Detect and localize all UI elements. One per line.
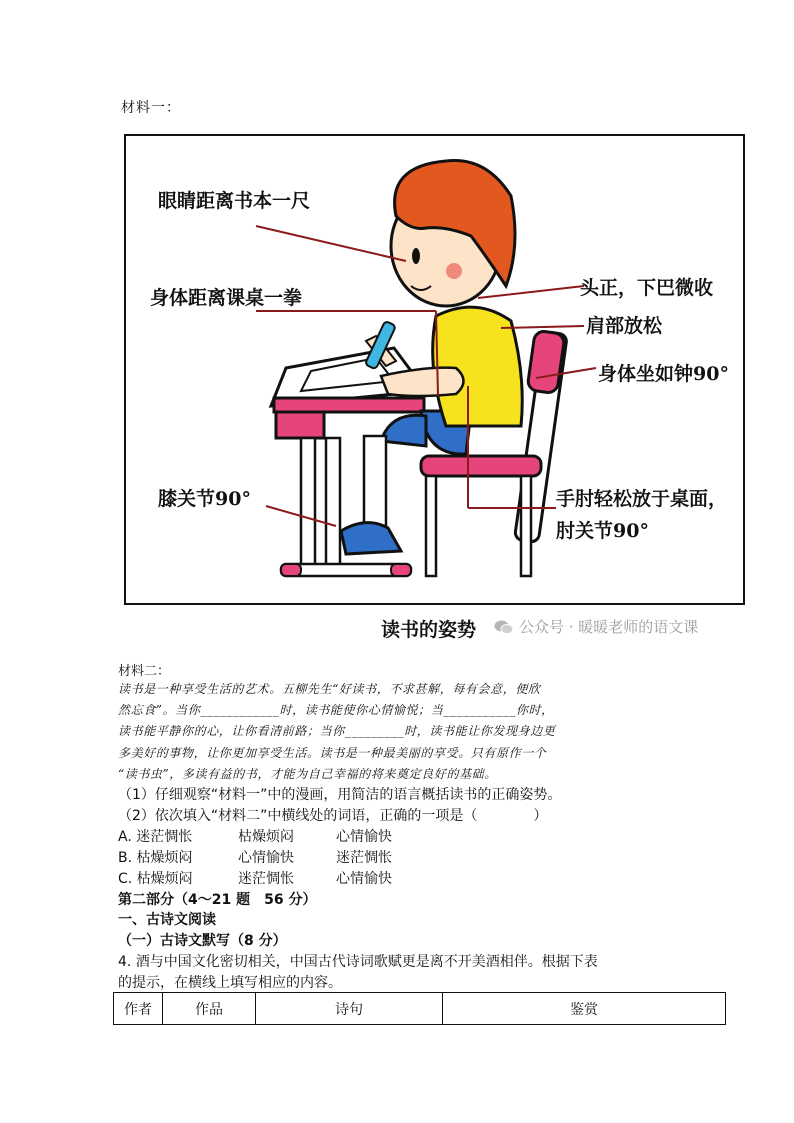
- option-a-2: 枯燥烦闷: [238, 829, 294, 845]
- section-title: 一、古诗文阅读: [118, 912, 216, 928]
- reading-posture-illustration: [124, 134, 745, 605]
- label-body-distance: 身体距离课桌一拳: [150, 287, 303, 309]
- figure-caption: 读书的姿势: [381, 619, 477, 641]
- label-elbow-1: 手肘轻松放于桌面，: [556, 488, 728, 510]
- option-a: [118, 826, 392, 846]
- option-c-3: 心情愉快: [336, 871, 392, 887]
- passage-line: 读书能平静你的心，让你看清前路；当你_________时，读书能让你发现身边更: [118, 724, 556, 739]
- part-2-title: 第二部分（4～21 题 56 分）: [118, 892, 317, 908]
- question-1: （1）仔细观察“材料一”中的漫画，用简洁的语言概括读书的正确姿势。: [118, 787, 562, 803]
- table-header-row: [114, 993, 726, 1025]
- option-a-1: A. 迷茫惆怅: [118, 829, 193, 845]
- header-work: 作品: [163, 993, 256, 1025]
- label-shoulder: 肩部放松: [586, 315, 663, 337]
- boy-legs: [341, 411, 471, 554]
- option-b-1: B. 枯燥烦闷: [118, 850, 193, 866]
- material-2-heading: 材料二：: [118, 664, 171, 679]
- option-b: [118, 847, 392, 867]
- question-4-line-2: 的提示，在横线上填写相应的内容。: [118, 975, 342, 991]
- poem-table: [113, 992, 726, 1025]
- option-c-2: 迷茫惆怅: [238, 871, 294, 887]
- label-eye-distance: 眼睛距离书本一尺: [158, 190, 311, 212]
- watermark: [494, 616, 698, 637]
- wechat-icon: [494, 619, 514, 635]
- option-c-1: C. 枯燥烦闷: [118, 871, 193, 887]
- header-author: 作者: [114, 993, 163, 1025]
- material-1-heading: 材料一：: [121, 100, 181, 116]
- subsection-title: （一）古诗文默写（8 分）: [118, 933, 287, 949]
- boy-head: [391, 160, 515, 306]
- label-knee: 膝关节90°: [158, 488, 251, 510]
- label-elbow-2: 肘关节90°: [556, 520, 649, 542]
- header-verse: 诗句: [256, 993, 443, 1025]
- option-c: [118, 868, 392, 888]
- question-2: （2）依次填入“材料二”中横线处的词语，正确的一项是（ ）: [118, 808, 548, 824]
- option-b-3: 迷茫惆怅: [336, 850, 392, 866]
- watermark-text: 公众号 · 暖暖老师的语文课: [519, 618, 699, 636]
- passage-line: 多美好的事物，让你更加享受生活。读书是一种最美丽的享受。只有原作一个: [118, 745, 547, 760]
- label-sit: 身体坐如钟90°: [598, 363, 729, 385]
- material-2-passage: [118, 679, 678, 785]
- passage-line: 然忘食”。当你____________时，读书能使你心情愉悦；当___________你时，: [118, 703, 554, 718]
- label-head: 头正，下巴微收: [580, 277, 714, 299]
- question-4-line-1: 4. 酒与中国文化密切相关，中国古代诗词歌赋更是离不开美酒相伴。根据下表: [118, 954, 598, 970]
- passage-line: “读书虫”，多读有益的书，才能为自己幸福的将来奠定良好的基础。: [118, 766, 497, 781]
- passage-line: 读书是一种享受生活的艺术。五柳先生“好读书，不求甚解，每有会意，便欣: [118, 682, 541, 696]
- option-b-2: 心情愉快: [238, 850, 294, 866]
- header-appreciation: 鉴赏: [443, 993, 726, 1025]
- option-a-3: 心情愉快: [336, 829, 392, 845]
